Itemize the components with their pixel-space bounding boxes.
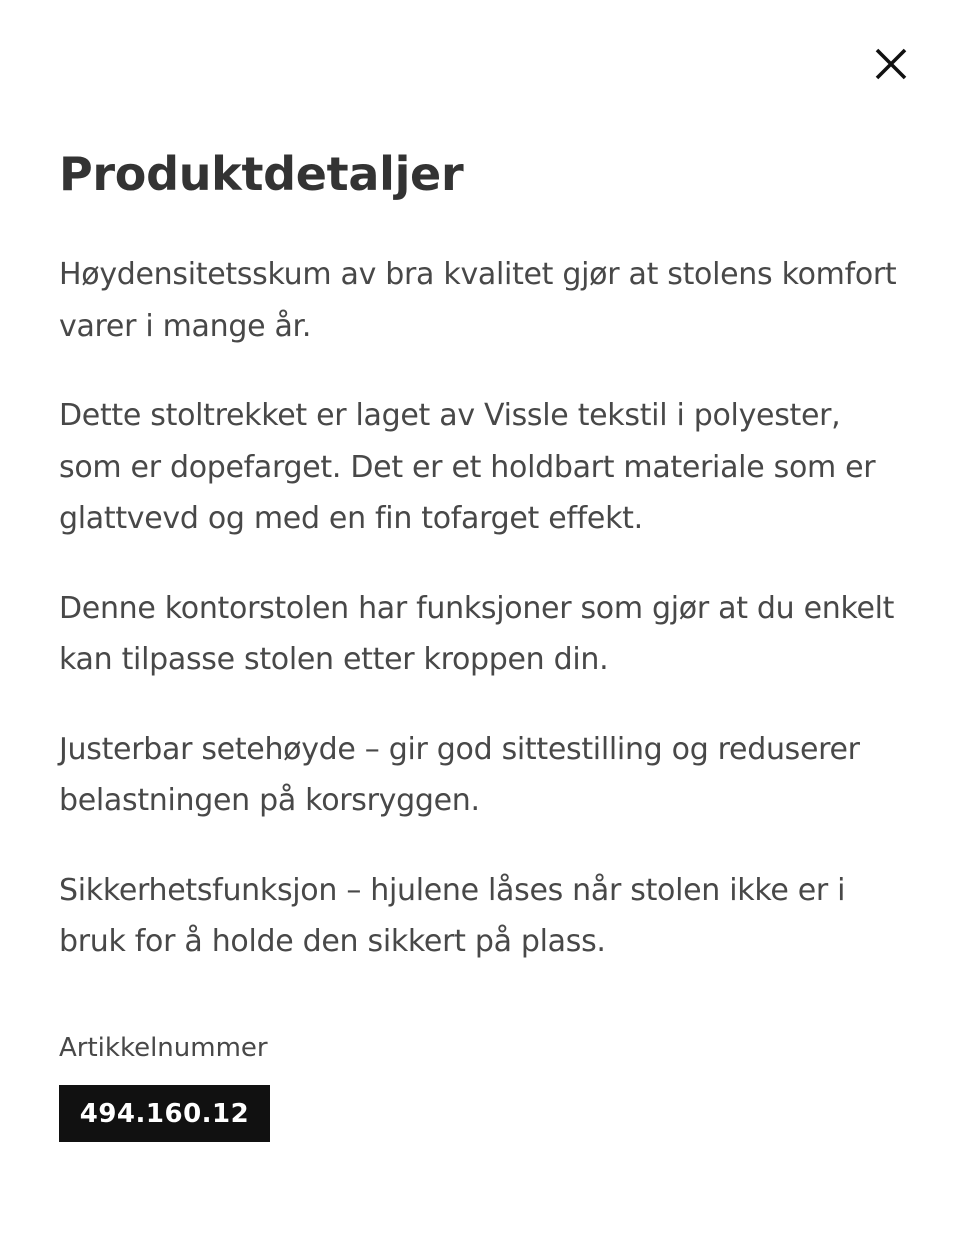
close-icon (874, 47, 908, 81)
close-button[interactable] (863, 40, 919, 88)
article-number-label: Artikkelnummer (59, 1033, 268, 1063)
article-number-badge: 494.160.12 (59, 1085, 270, 1142)
product-description (59, 249, 909, 1006)
description-paragraph: Sikkerhetsfunksjon – hjulene låses når stolen ikke er i bruk for å holde den sikkert på plass. (59, 872, 846, 959)
modal-title: Produktdetaljer (59, 147, 464, 201)
description-paragraph: Høydensitetsskum av bra kvalitet gjør at stolens komfort varer i mange år. (59, 257, 897, 344)
description-paragraph: Denne kontorstolen har funksjoner som gjør at du enkelt kan tilpasse stolen etter kroppen din. (59, 590, 895, 677)
description-paragraph: Dette stoltrekket er laget av Vissle tekstil i polyester, som er dopefarget. Det er et holdbart materiale som er glattvevd og med en fin tofarget effekt. (59, 398, 876, 536)
description-paragraph: Justerbar setehøyde – gir god sittestilling og reduserer belastningen på korsryggen. (59, 731, 860, 818)
